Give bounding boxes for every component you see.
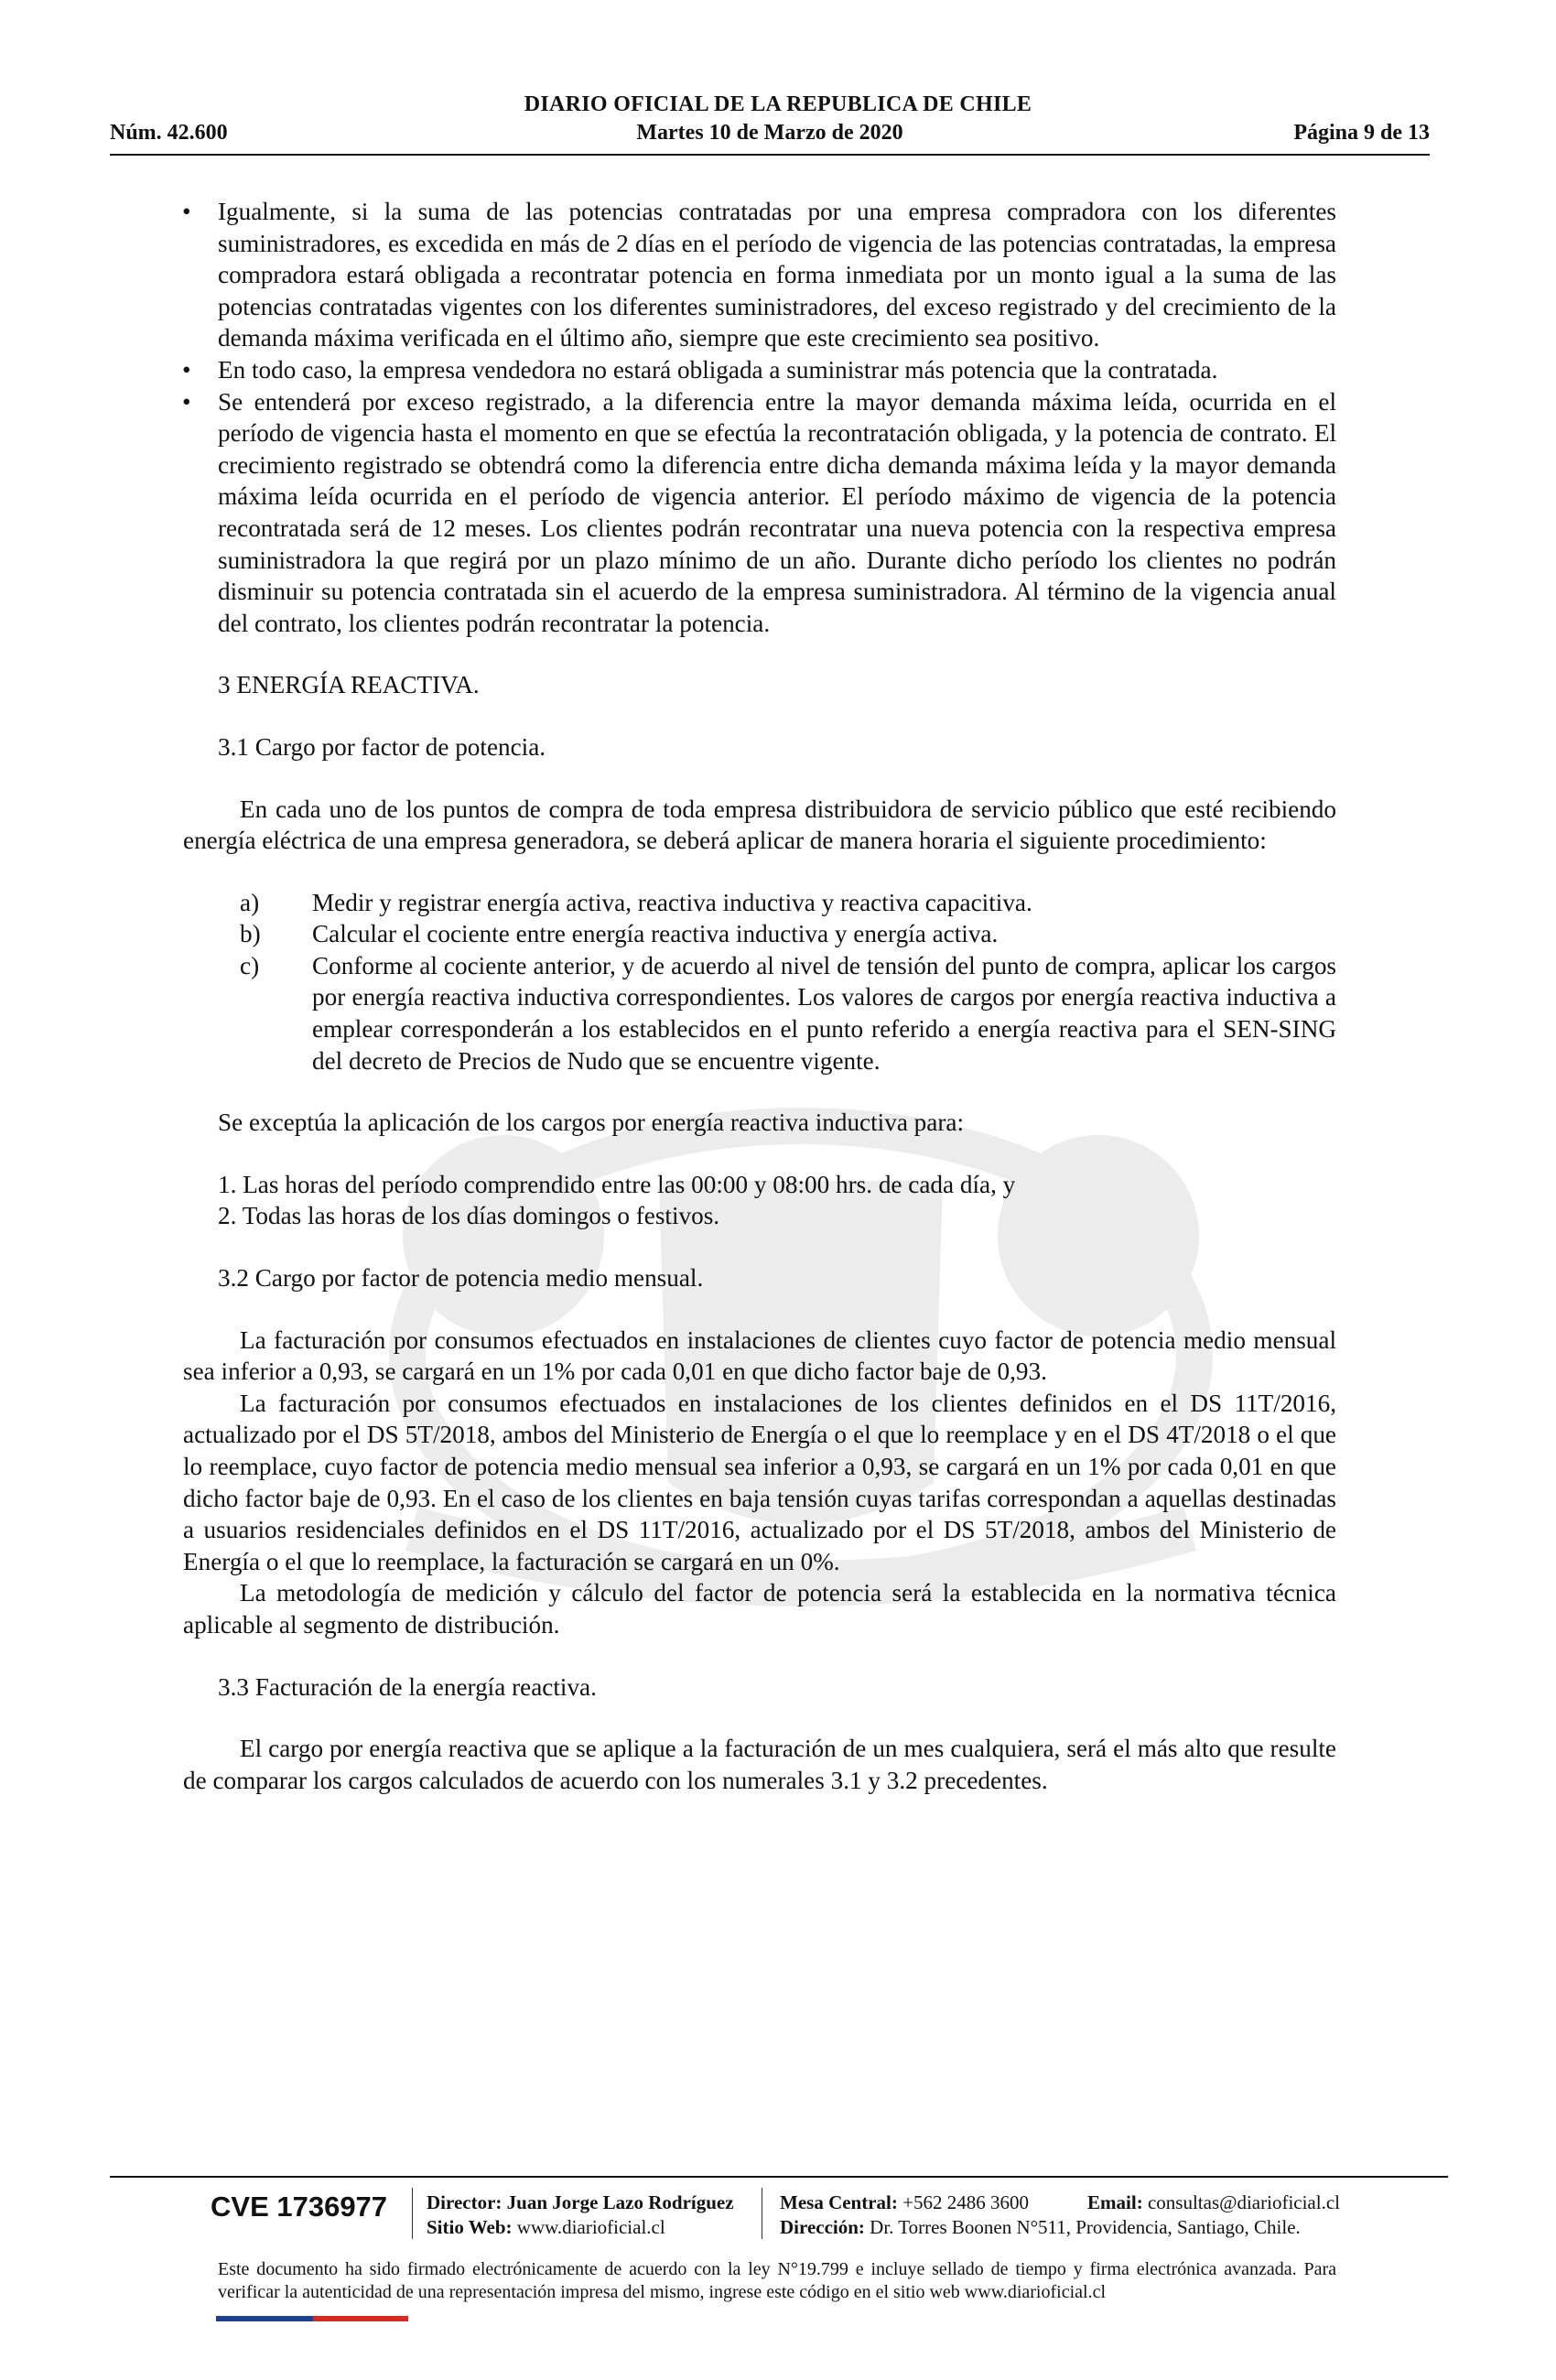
step-text: Medir y registrar energía activa, reactiva inductiva y reactiva capacitiva. xyxy=(312,888,1032,916)
exception-item-1: 1. Las horas del período comprendido entre las 00:00 y 08:00 hrs. de cada día, y xyxy=(218,1170,1016,1198)
footer-contact-block xyxy=(780,2191,1340,2240)
subsection-heading-3-3: 3.3 Facturación de la energía reactiva. xyxy=(218,1672,597,1701)
subsection-3-2-paragraph-2: La facturación por consumos efectuados en instalaciones de los clientes definidos en el DS 11T/2016, actualizado por el DS 5T/2018, ambos del Ministerio de Energía o el que lo reemplace y en el DS 4T/2018 o el que lo reemplace, cuyo factor de potencia medio mensual sea inferior a 0,93, se cargará en un 1% por cada 0,01 en que dicho factor baje de 0,93. En el caso de los clientes en baja tensión cuyas tarifas correspondan a aquellas destinadas a usuarios residenciales definidos en el DS 11T/2016, actualizado por el DS 5T/2018, ambos del Ministerio de Energía o el que lo reemplace, la facturación se cargará en un 0%. xyxy=(183,1389,1336,1575)
subsection-3-1-intro: En cada uno de los puntos de compra de toda empresa distribuidora de servicio público que esté recibiendo energía eléctrica de una empresa generadora, se deberá aplicar de manera horaria el siguiente procedimiento: xyxy=(183,795,1336,855)
footer-director-block xyxy=(427,2191,734,2240)
signature-notice: Este documento ha sido firmado electrónicamente de acuerdo con la ley N°19.799 e incluye sellado de tiempo y firma electrónica avanzada. Para verificar la autenticidad de una representación impresa del mismo, ingrese este código en el sitio web www.diarioficial.cl xyxy=(218,2259,1336,2302)
bullet-item xyxy=(182,196,1336,354)
section-heading: 3 ENERGÍA REACTIVA. xyxy=(218,671,480,699)
subsection-3-3-paragraph: El cargo por energía reactiva que se aplique a la facturación de un mes cualquiera, será el más alto que resulte de comparar los cargos calculados de acuerdo con los numerales 3.1 y 3.2 precedentes. xyxy=(183,1735,1336,1794)
bullet-item xyxy=(182,386,1336,640)
site-label: Sitio Web: xyxy=(427,2216,513,2238)
exception-item-2: 2. Todas las horas de los días domingos o festivos. xyxy=(218,1202,720,1230)
cve-code: CVE 1736977 xyxy=(211,2191,388,2223)
phone-label: Mesa Central: xyxy=(780,2191,898,2213)
director-label: Director: xyxy=(427,2191,502,2213)
bullet-list xyxy=(182,196,1336,639)
flag-stripe-red xyxy=(313,2316,408,2321)
issue-date: Martes 10 de Marzo de 2020 xyxy=(636,121,903,145)
email-link[interactable]: consultas@diarioficial.cl xyxy=(1147,2191,1340,2213)
step-text: Conforme al cociente anterior, y de acuerdo al nivel de tensión del punto de compra, aplicar los cargos por energía reactiva inductiva correspondientes. Los valores de cargos por energía reactiva inductiva a emplear corresponderán a los establecidos en el punto referido a energía reactiva para el SEN-SING del decreto de Precios de Nudo que se encuentre vigente. xyxy=(312,951,1336,1075)
bullet-text: En todo caso, la empresa vendedora no estará obligada a suministrar más potencia que la contratada. xyxy=(218,355,1218,384)
subsection-3-2-paragraph-1: La facturación por consumos efectuados en instalaciones de clientes cuyo factor de potencia medio mensual sea inferior a 0,93, se cargará en un 1% por cada 0,01 en que dicho factor baje de 0,93. xyxy=(183,1325,1336,1386)
step-label: c) xyxy=(240,951,260,979)
address-label: Dirección: xyxy=(780,2216,865,2238)
step-text: Calcular el cociente entre energía reactiva inductiva y energía activa. xyxy=(312,920,999,948)
step-label: b) xyxy=(240,920,261,948)
procedure-step xyxy=(183,918,1336,950)
bullet-mark: • xyxy=(182,198,191,225)
phone-number: +562 2486 3600 xyxy=(902,2191,1029,2213)
bullet-mark: • xyxy=(182,355,191,384)
flag-stripe-blue xyxy=(216,2316,313,2321)
exception-intro: Se exceptúa la aplicación de los cargos por energía reactiva inductiva para: xyxy=(218,1109,965,1137)
document-body xyxy=(182,196,1336,1796)
page-number: Página 9 de 13 xyxy=(1293,121,1430,145)
procedure-steps xyxy=(218,887,1336,1077)
procedure-step xyxy=(183,950,1336,1076)
header-row xyxy=(110,121,1430,150)
subsection-3-2-paragraph-3: La metodología de medición y cálculo del factor de potencia será la establecida en la normativa técnica aplicable al segmento de distribución. xyxy=(183,1579,1336,1639)
issue-number: Núm. 42.600 xyxy=(110,121,228,145)
footer-divider xyxy=(110,2176,1448,2178)
step-label: a) xyxy=(240,888,260,916)
bullet-text: Se entenderá por exceso registrado, a la diferencia entre la mayor demanda máxima leída, ocurrida en el período de vigencia hasta el momento en que se efectúa la recontratación obligada, y la potencia de contrato. El crecimiento registrado se obtendrá como la diferencia entre dicha demanda máxima leída y la mayor demanda máxima leída ocurrida en el período de vigencia anterior. El período máximo de vigencia de la potencia recontratada será de 12 meses. Los clientes podrán recontratar una nueva potencia con la respectiva empresa suministradora la que regirá por un plazo mínimo de un año. Durante dicho período los clientes no podrán disminuir su potencia contratada sin el acuerdo de la empresa suministradora. Al término de la vigencia anual del contrato, los clientes podrán recontratar la potencia. xyxy=(218,387,1336,637)
email-label: Email: xyxy=(1087,2191,1143,2213)
bullet-mark: • xyxy=(182,387,191,416)
footer-separator xyxy=(412,2188,413,2239)
journal-title: DIARIO OFICIAL DE LA REPUBLICA DE CHILE xyxy=(524,92,1032,116)
address-text: Dr. Torres Boonen N°511, Providencia, Santiago, Chile. xyxy=(870,2216,1301,2238)
subsection-heading-3-1: 3.1 Cargo por factor de potencia. xyxy=(218,732,546,761)
bullet-text: Igualmente, si la suma de las potencias contratadas por una empresa compradora con los diferentes suministradores, es excedida en más de 2 días en el período de vigencia de las potencias contratadas, la empresa compradora estará obligada a recontratar potencia en forma inmediata por un monto igual a la suma de las potencias contratadas vigentes con los diferentes suministradores, del exceso registrado y del crecimiento de la demanda máxima verificada en el último año, siempre que este crecimiento sea positivo. xyxy=(218,198,1336,352)
bullet-item xyxy=(182,354,1336,386)
site-link[interactable]: www.diarioficial.cl xyxy=(516,2216,665,2238)
procedure-step xyxy=(183,887,1336,919)
director-name: Juan Jorge Lazo Rodríguez xyxy=(506,2191,734,2213)
subsection-heading-3-2: 3.2 Cargo por factor de potencia medio mensual. xyxy=(218,1264,704,1293)
header-divider xyxy=(110,154,1430,156)
